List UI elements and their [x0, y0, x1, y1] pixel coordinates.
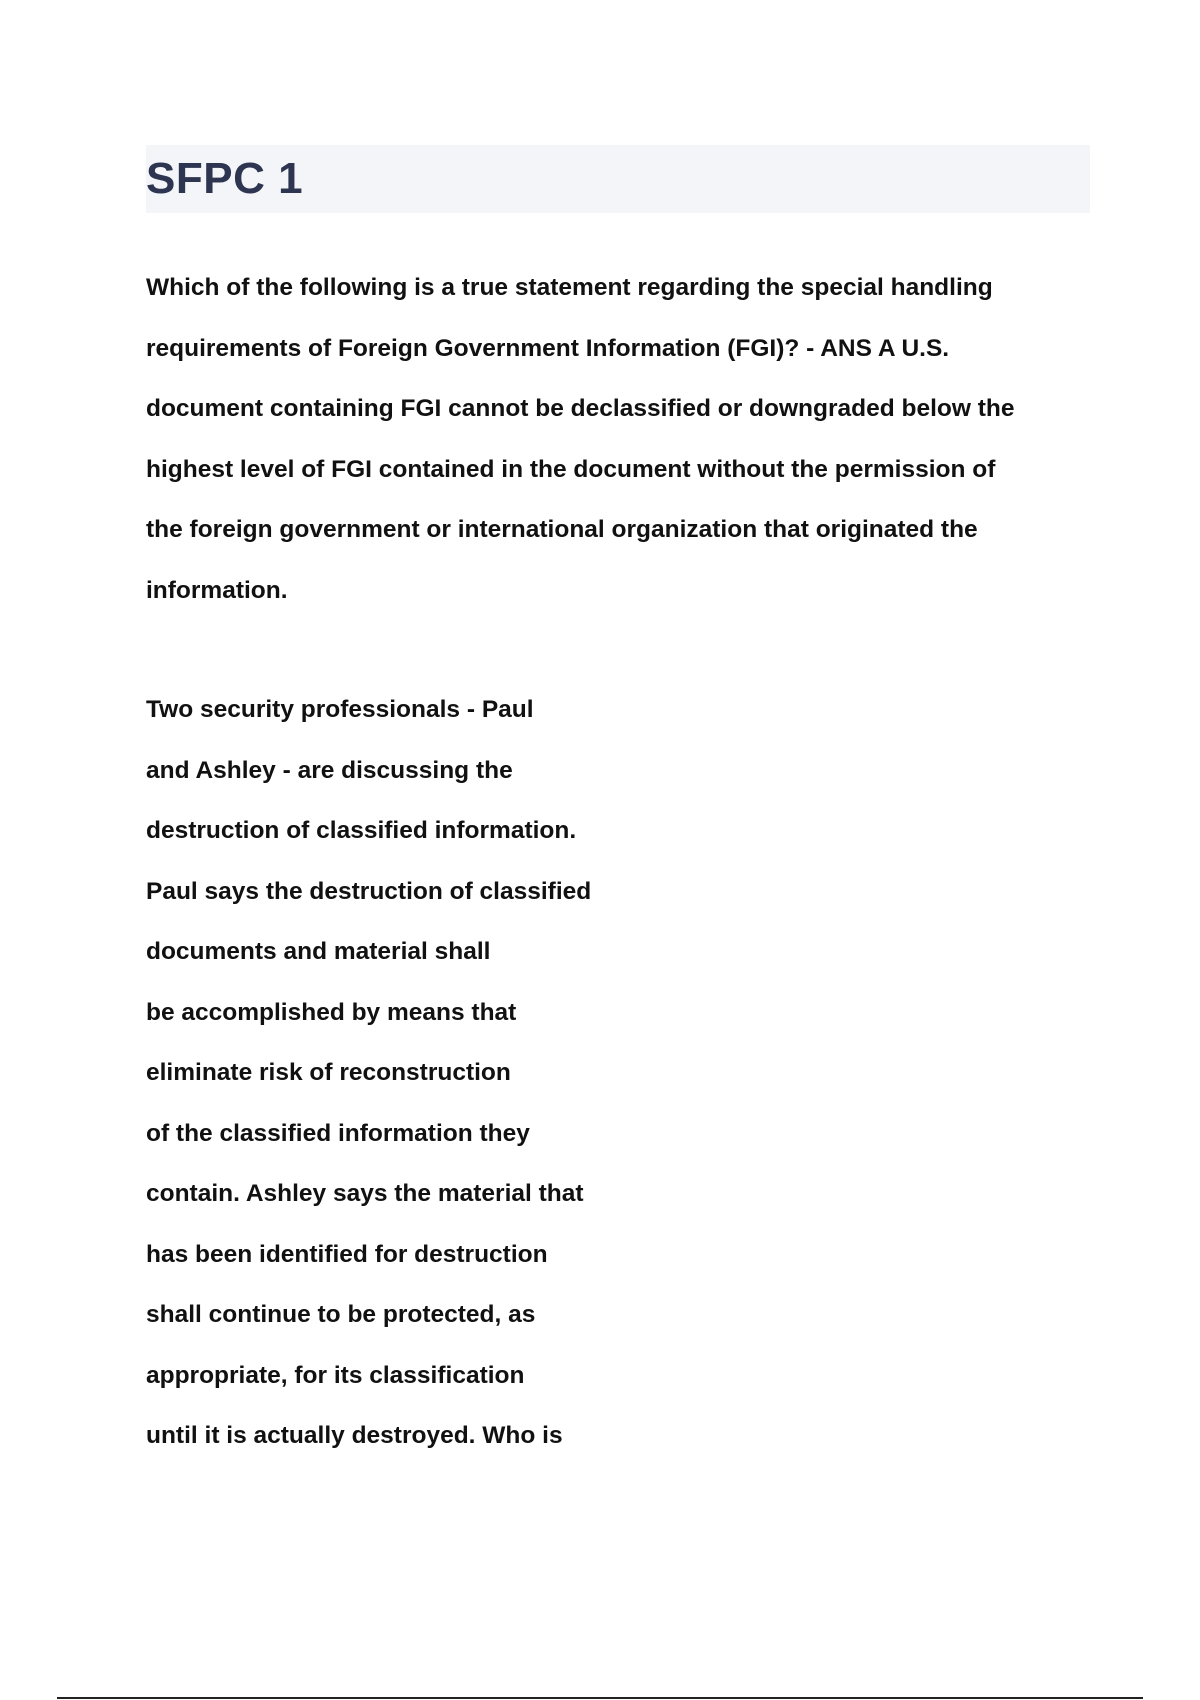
qa1-line: highest level of FGI contained in the document without the permission of: [146, 455, 996, 483]
qa2-line: until it is actually destroyed. Who is: [146, 1422, 563, 1449]
qa2-line: Paul says the destruction of classified: [146, 877, 592, 905]
question-2: [146, 680, 666, 1467]
qa1-line: document containing FGI cannot be declassified or downgraded below the: [146, 395, 1015, 422]
qa1-line: Which of the following is a true statement regarding the special handling: [146, 274, 993, 301]
qa2-line: eliminate risk of reconstruction: [146, 1059, 511, 1086]
qa2-line: appropriate, for its classification: [146, 1361, 525, 1389]
qa2-line: of the classified information they: [146, 1119, 530, 1147]
qa2-line: shall continue to be protected, as: [146, 1301, 536, 1328]
qa1-line: the foreign government or international organization that originated the: [146, 516, 978, 543]
qa2-line: has been identified for destruction: [146, 1240, 548, 1268]
qa2-line: be accomplished by means that: [146, 998, 517, 1026]
document-title: SFPC 1: [146, 154, 304, 203]
question-answer-1: [146, 258, 1090, 621]
qa2-line: and Ashley - are discussing the: [146, 756, 513, 784]
qa2-line: Two security professionals - Paul: [146, 696, 534, 723]
qa2-line: destruction of classified information.: [146, 817, 577, 844]
qa2-line: documents and material shall: [146, 938, 491, 965]
title-banner: [146, 145, 1090, 213]
qa1-line: requirements of Foreign Government Information (FGI)? - ANS A U.S.: [146, 334, 950, 362]
footer-divider: [57, 1697, 1143, 1699]
qa1-line: information.: [146, 576, 288, 604]
qa2-line: contain. Ashley says the material that: [146, 1180, 584, 1207]
